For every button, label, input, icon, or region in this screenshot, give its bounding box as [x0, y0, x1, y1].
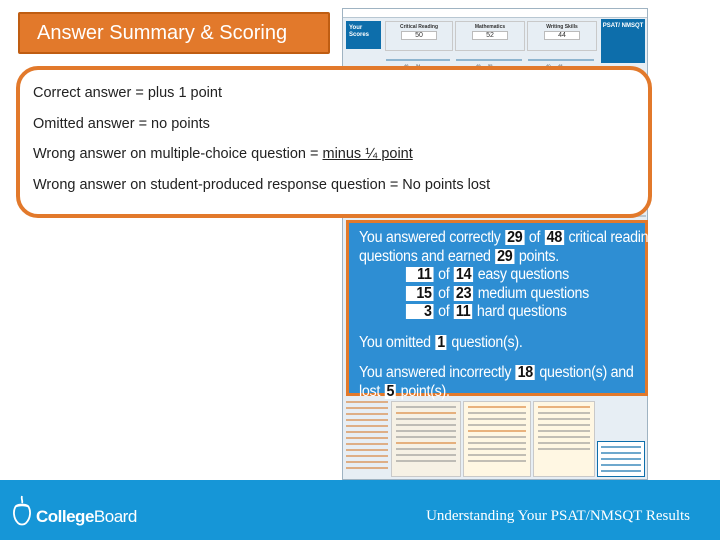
summary-text: of [438, 266, 450, 283]
logo-wordmark-bold: College [36, 507, 94, 526]
summary-line-lost [359, 383, 615, 402]
answer-summary-highlight [346, 220, 656, 400]
summary-line-correct [359, 229, 656, 248]
summary-text: You answered correctly [359, 229, 501, 246]
psat-nmsqt-badge: PSAT/ NMSQT [601, 19, 645, 63]
score-column-value: 44 [544, 31, 580, 40]
report-code-box [597, 441, 645, 477]
rule-wrong-student-produced: Wrong answer on student-produced response question = No points lost [33, 176, 491, 193]
summary-text: critical reading [568, 229, 656, 246]
report-skills-column-2 [463, 401, 531, 477]
summary-text: questions and earned [359, 247, 491, 265]
summary-text: of [528, 229, 541, 246]
rule-text: Wrong answer on multiple-choice question = [33, 146, 323, 162]
report-score-critical-reading [385, 21, 453, 51]
slide-title: Answer Summary & Scoring [37, 21, 288, 44]
summary-text: of [438, 303, 450, 320]
points-lost: 5 [386, 382, 395, 400]
medium-total-count: 23 [455, 284, 472, 302]
summary-line-medium [359, 285, 615, 304]
summary-line-easy [359, 266, 615, 285]
summary-line-points [359, 248, 615, 267]
score-column-title: Mathematics [474, 24, 506, 30]
hard-total-count: 11 [455, 303, 471, 320]
score-column-title: Critical Reading [399, 24, 439, 30]
summary-text: question(s) and [539, 364, 634, 381]
slide-title-tab [18, 12, 330, 54]
medium-correct-count: 15 [406, 286, 434, 301]
summary-text: hard questions [476, 303, 567, 320]
summary-line-incorrect [359, 364, 634, 383]
rule-omitted: Omitted answer = no points [33, 115, 210, 132]
summary-text: point(s). [400, 382, 450, 400]
score-column-value: 50 [401, 31, 437, 40]
total-count: 48 [546, 229, 562, 246]
acorn-logo-icon [10, 494, 34, 528]
slide-footer [0, 480, 720, 540]
summary-text: lost [359, 382, 381, 400]
rule-wrong-multiple-choice [33, 147, 648, 162]
summary-text: of [438, 284, 450, 302]
score-column-title: Writing Skills [546, 24, 578, 30]
report-score-mathematics [455, 21, 525, 51]
report-scores-label: Your Scores [346, 21, 381, 49]
omitted-count: 1 [437, 333, 445, 351]
scoring-rules-box [16, 66, 652, 218]
summary-text: question(s). [451, 333, 523, 351]
summary-text: easy questions [477, 266, 569, 283]
points-earned: 29 [497, 247, 513, 265]
college-board-logo [10, 494, 137, 528]
score-column-value: 52 [472, 31, 508, 40]
summary-text: You omitted [359, 333, 431, 351]
report-skills-column-1 [391, 401, 461, 477]
summary-text: points. [518, 247, 559, 265]
summary-line-hard [359, 303, 615, 322]
report-header-strip [343, 9, 648, 18]
summary-text: You answered incorrectly [359, 364, 512, 381]
report-skills-column-3 [533, 401, 595, 477]
easy-total-count: 14 [455, 266, 472, 283]
logo-wordmark-light: Board [93, 507, 137, 526]
easy-correct-count: 11 [406, 267, 434, 282]
summary-text: medium questions [477, 284, 590, 302]
correct-count: 29 [507, 229, 523, 246]
rule-correct: Correct answer = plus 1 point [33, 85, 222, 101]
summary-line-omitted [359, 334, 615, 353]
incorrect-count: 18 [517, 364, 533, 381]
footer-subtitle: Understanding Your PSAT/NMSQT Results [426, 508, 690, 524]
report-sidebar-notes [346, 401, 388, 477]
logo-wordmark [36, 507, 137, 527]
report-score-writing [527, 21, 597, 51]
rule-penalty-emphasis: minus ¼ point [322, 146, 413, 162]
hard-correct-count: 3 [406, 304, 434, 319]
